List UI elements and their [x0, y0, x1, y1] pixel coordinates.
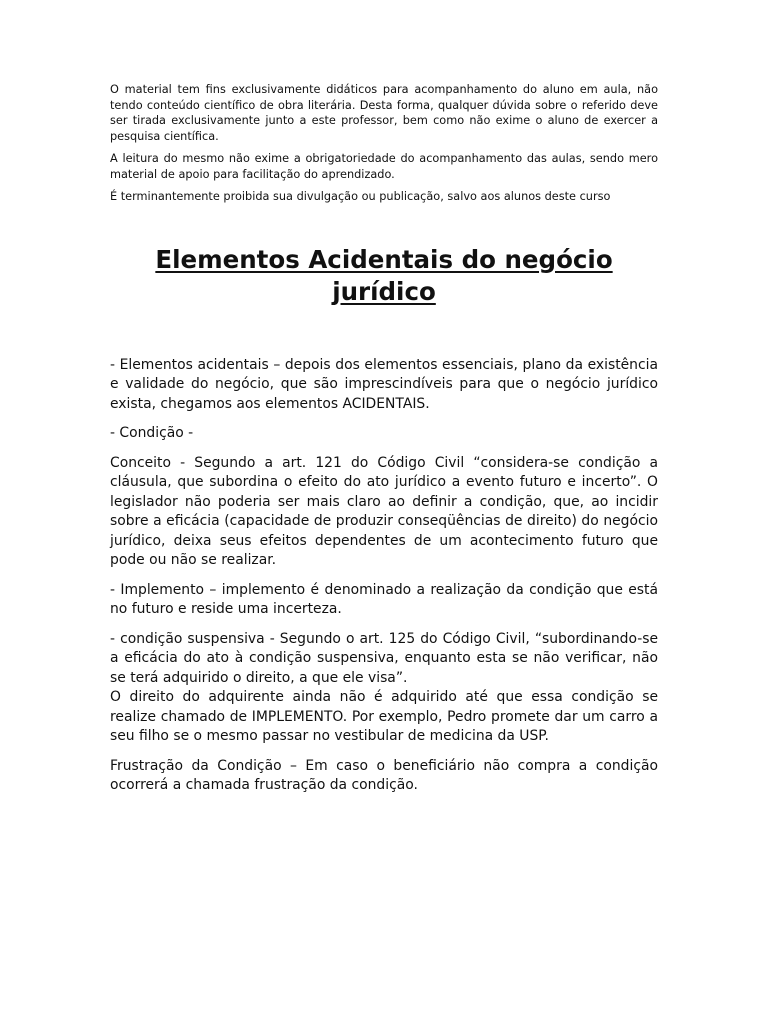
document-page: [110, 82, 658, 806]
document-title: [110, 244, 658, 308]
document-body: [110, 356, 658, 796]
document-title-line-2: jurídico: [332, 276, 436, 306]
body-paragraph-frustracao: Frustração da Condição – Em caso o beneficiário não compra a condição ocorrerá a chamada frustração da condição.: [110, 757, 658, 793]
disclaimer-paragraph-2: A leitura do mesmo não exime a obrigatoriedade do acompanhamento das aulas, sendo mero material de apoio para facilitação do aprendizado.: [110, 152, 658, 181]
body-paragraph-elementos: - Elementos acidentais – depois dos elementos essenciais, plano da existência e validade do negócio, que são imprescindíveis para que o negócio jurídico exista, chegamos aos elementos ACIDENTAIS.: [110, 356, 658, 412]
body-paragraph-conceito: Conceito - Segundo a art. 121 do Código Civil “considera-se condição a cláusula, que subordina o efeito do ato jurídico a evento futuro e incerto”. O legislador não poderia ser mais claro ao definir a condição, que, ao incidir sobre a eficácia (capacidade de produzir conseqüências de direito) do negócio jurídico, deixa seus efeitos dependentes de um acontecimento futuro que pode ou não se realizar.: [110, 454, 658, 568]
disclaimer-paragraph-3: É terminantemente proibida sua divulgação ou publicação, salvo aos alunos deste curso: [110, 190, 611, 203]
body-paragraph-condicao-suspensiva: - condição suspensiva - Segundo o art. 125 do Código Civil, “subordinando-se a eficácia do ato à condição suspensiva, enquanto esta se não verificar, não se terá adquirido o direito, a que ele visa”.: [110, 630, 658, 686]
body-paragraph-implemento: - Implemento – implemento é denominado a realização da condição que está no futuro e reside uma incerteza.: [110, 581, 658, 617]
body-paragraph-direito-adquirente: O direito do adquirente ainda não é adquirido até que essa condição se realize chamado de IMPLEMENTO. Por exemplo, Pedro promete dar um carro a seu filho se o mesmo passar no vestibular de medicina da USP.: [110, 689, 658, 744]
disclaimer: [110, 82, 658, 205]
document-title-line-1: Elementos Acidentais do negócio: [155, 244, 613, 274]
disclaimer-paragraph-1: O material tem fins exclusivamente didáticos para acompanhamento do aluno em aula, não tendo conteúdo científico de obra literária. Desta forma, qualquer dúvida sobre o referido deve ser tirada exclusivamente junto a este professor, bem como não exime o aluno de exercer a pesquisa científica.: [110, 83, 658, 143]
body-heading-condicao: - Condição -: [110, 425, 194, 441]
